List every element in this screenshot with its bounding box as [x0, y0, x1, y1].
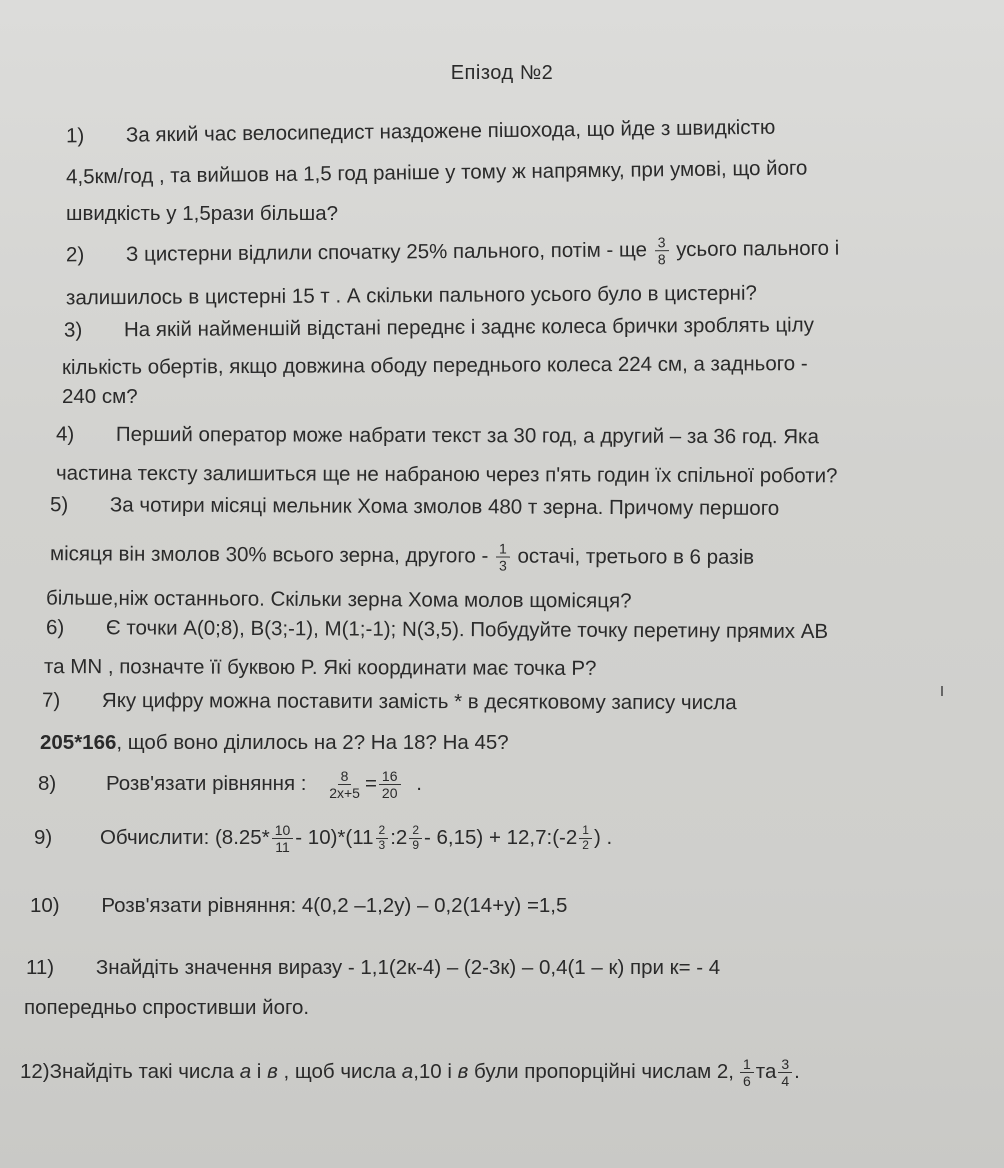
problem-5-fraction: [496, 540, 510, 573]
problem-9-text-b: - 10)*(11: [295, 826, 374, 850]
problem-9-text-d: - 6,15) + 12,7:(-2: [424, 826, 578, 850]
problem-3-line-1: [64, 315, 814, 341]
problem-12-number: 12): [20, 1060, 50, 1084]
problem-2-text-1b: усього пального і: [676, 236, 840, 262]
problem-6-line-1: [45, 615, 829, 644]
problem-5-number: 5): [49, 493, 69, 517]
fraction-numerator: 1: [740, 1056, 754, 1073]
problem-7-text-2: , щоб воно ділилось на 2? На 18? На 45?: [116, 731, 509, 754]
fraction-denominator: 2x+5: [329, 785, 360, 802]
fraction-denominator: 6: [743, 1073, 751, 1090]
problem-9-text-c: :2: [390, 826, 408, 850]
problem-11-line-2: попередньо спростивши його.: [24, 996, 310, 1019]
problem-5-text-2a: місяця він змолов 30% всього зерна, другого -: [49, 542, 489, 568]
problem-1-line-2: 4,5км/год , та вийшов на 1,5 год раніше у тому ж напрямку, при умові, що його: [65, 156, 808, 189]
problem-8-label: Розв'язати рівняння :: [105, 772, 307, 796]
problem-12-text-f: та: [755, 1060, 777, 1084]
problem-8-period: .: [416, 772, 422, 796]
problem-12-var-a: а: [239, 1060, 252, 1084]
problem-4-text-1: Перший оператор може набрати текст за 30 год, а другий – за 36 год. Яка: [115, 422, 819, 449]
fraction-denominator: 11: [275, 839, 290, 856]
problem-8-fraction-2: [379, 768, 401, 801]
problem-8-equals: =: [364, 772, 377, 796]
problem-9-fraction-3: [409, 824, 422, 853]
problem-11-number: 11): [26, 956, 55, 979]
fraction-denominator: 9: [412, 838, 419, 853]
page-title: Епізод №2: [450, 62, 554, 84]
problem-1-line-3: швидкість у 1,5рази більша?: [66, 202, 339, 225]
problem-4-line-2: частина тексту залишиться ще не набраною через п'ять годин їх спільної роботи?: [55, 461, 838, 488]
problem-11-text-1: Знайдіть значення виразу - 1,1(2к-4) – (2-3к) – 0,4(1 – к) при к= - 4: [95, 956, 721, 979]
problem-8-number: 8): [38, 772, 57, 796]
problem-6-number: 6): [45, 615, 65, 640]
problem-11-line-1: [26, 958, 720, 979]
problem-5-text-1: За чотири місяці мельник Хома змолов 480 т зерна. Причому першого: [109, 493, 780, 520]
problem-9-number: 9): [34, 826, 53, 850]
fraction-denominator: 3: [498, 557, 507, 574]
problem-7-line-2: [40, 733, 509, 754]
problem-7-text-1: Яку цифру можна поставити замість * в десятковому запису числа: [101, 688, 737, 715]
problem-5-line-1: [50, 495, 779, 519]
problem-8-line: [38, 768, 422, 801]
fraction-numerator: 16: [379, 768, 401, 785]
problem-12-fraction-1: [740, 1056, 754, 1089]
fraction-denominator: 2: [582, 838, 589, 853]
fraction-numerator: 8: [338, 768, 352, 785]
problem-12-var-b-2: в: [457, 1060, 469, 1084]
fraction-denominator: 3: [378, 838, 386, 853]
problem-12-period: .: [794, 1060, 800, 1084]
fraction-numerator: 1: [579, 824, 592, 839]
problem-6-text-1: Є точки A(0;8), B(3;-1), M(1;-1); N(3,5). Побудуйте точку перетину прямих AB: [105, 616, 829, 644]
problem-9-fraction-4: [579, 824, 592, 853]
problem-3-line-2: кількість обертів, якщо довжина ободу переднього колеса 224 см, а заднього -: [61, 352, 808, 379]
problem-2-line-1: [66, 233, 840, 273]
problem-9-text-e: ) .: [593, 826, 613, 850]
problem-10-line: [30, 896, 567, 917]
problem-9-text-a: Обчислити: (8.25*: [99, 826, 270, 850]
problem-10-text: Розв'язати рівняння: 4(0,2 –1,2у) – 0,2(14+у) =1,5: [101, 894, 568, 917]
problem-4-number: 4): [55, 422, 75, 446]
problem-5-text-2b: остачі, третього в 6 разів: [517, 544, 755, 569]
fraction-numerator: 1: [496, 540, 510, 557]
fraction-denominator: 4: [781, 1073, 790, 1090]
fraction-numerator: 2: [376, 824, 389, 839]
problem-12-var-b: в: [267, 1060, 278, 1084]
problem-7-number: 7): [41, 688, 61, 712]
problem-3-line-3: 240 см?: [62, 385, 138, 408]
problem-12-text-d: ,10 і: [413, 1060, 458, 1084]
fraction-numerator: 2: [409, 824, 422, 839]
problem-1-number: 1): [65, 124, 85, 148]
problem-6-line-2: та MN , позначте її буквою P. Які координати має точка P?: [43, 655, 597, 680]
problem-2-fraction: [655, 234, 669, 267]
problem-12-text-a: Знайдіть такі числа: [49, 1060, 240, 1084]
fraction-numerator: 3: [655, 234, 669, 251]
problem-9-fraction-2: [376, 824, 389, 853]
problem-7-number-value: 205*166: [40, 731, 117, 754]
problem-12-text-c: , щоб числа: [277, 1060, 402, 1084]
problem-3-text-1: На якій найменшій відстані переднє і заднє колеса брички зроблять цілу: [123, 313, 814, 342]
problem-1-text-1: За який час велосипедист наздожене пішохода, що йде з швидкістю: [125, 115, 776, 147]
problem-9-fraction-1: [272, 822, 294, 855]
pencil-mark: [941, 686, 943, 696]
fraction-denominator: 20: [381, 785, 398, 802]
problem-12-text-b: і: [251, 1060, 268, 1084]
problem-9-line: [34, 822, 612, 855]
problem-12-fraction-2: [778, 1056, 792, 1089]
problem-12-var-a-2: а: [401, 1060, 414, 1084]
problem-5-line-3: більше,ніж останнього. Скільки зерна Хома молов щомісяця?: [45, 586, 632, 613]
fraction-numerator: 10: [272, 822, 294, 839]
problem-4-line-1: [55, 422, 819, 449]
problem-12-line: [20, 1056, 800, 1089]
problem-2-number: 2): [65, 243, 85, 267]
problem-3-number: 3): [63, 318, 83, 342]
problem-12-text-e: були пропорційні числам 2,: [468, 1060, 734, 1084]
problem-10-number: 10): [30, 894, 60, 917]
problem-1-line-1: [65, 115, 776, 148]
fraction-numerator: 3: [778, 1056, 792, 1073]
problem-5-line-2: [50, 538, 754, 575]
problem-7-line-1: [41, 688, 737, 715]
problem-2-line-2: залишилось в цистерні 15 т . А скільки пального усього було в цистерні?: [65, 281, 757, 310]
fraction-denominator: 8: [657, 251, 666, 268]
problem-8-fraction-1: [326, 768, 363, 801]
problem-2-text-1a: З цистерни відлили спочатку 25% пального, потім - ще: [125, 238, 648, 266]
